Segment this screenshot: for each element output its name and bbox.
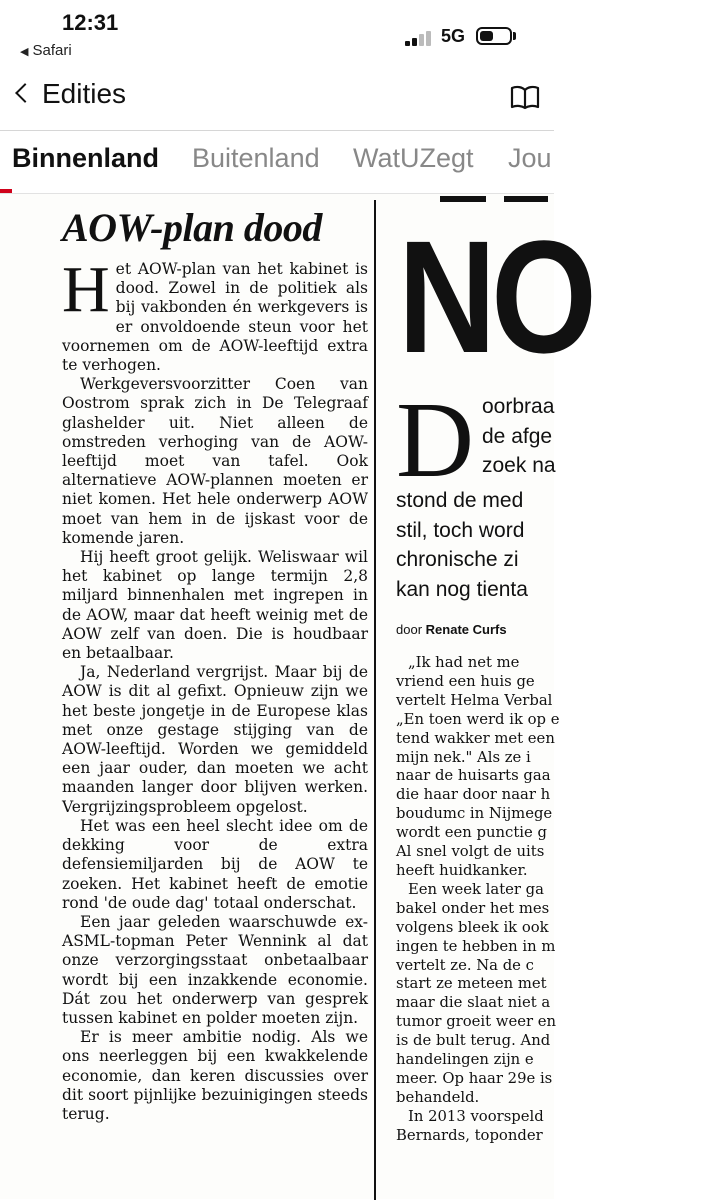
adjacent-article xyxy=(386,194,592,1199)
network-type: 5G xyxy=(441,26,466,46)
newspaper-page[interactable] xyxy=(0,194,592,1199)
adjacent-headline: NO xyxy=(398,207,592,386)
article-paragraph: Een jaar geleden waarschuwde ex-ASML-topman Peter Wennink al dat onze verzorgingsstaat onbetaalbaar wordt bij een inzakkende economie. Dát zou het onderwerp van gesprek tussen kabinet en polder moeten zijn. xyxy=(62,912,368,1027)
adjacent-intro: D oorbraa de afge zoek na stond de med stil, toch word chronische zi kan nog tienta xyxy=(396,381,556,601)
article-headline: AOW-plan dood xyxy=(62,205,322,250)
status-time: 12:31 xyxy=(62,10,119,35)
tab-binnenland[interactable]: Binnenland xyxy=(12,143,159,173)
nav-bar xyxy=(0,64,554,131)
back-button-label: Edities xyxy=(42,78,127,109)
back-triangle-icon: ◀ xyxy=(20,46,29,58)
article-body xyxy=(62,253,368,1124)
article-paragraph: Het AOW-plan van het kabinet is dood. Zowel in de politiek als bij vakbonden én werkgevers is er onvoldoende steun voor het voornemen om de AOW-leeftijd extra te verhogen. xyxy=(62,253,368,375)
article-paragraph: Werkgeversvoorzitter Coen van Oostrom sprak zich in De Telegraaf glashelder uit. Niet alleen de omstreden verhoging van de AOW-leeftijd moet van tafel. Ook alternatieve AOW-plannen moeten er niet komen. Het hele onderwerp AOW moet van hem in de ijskast voor de komende jaren. xyxy=(62,375,368,547)
tab-jou[interactable]: Jou xyxy=(508,143,552,173)
back-button[interactable] xyxy=(18,78,126,110)
back-app-label: Safari xyxy=(32,42,72,59)
chevron-left-icon xyxy=(15,83,35,103)
column-divider xyxy=(374,200,376,1200)
article-paragraph: Er is meer ambitie nodig. Als we ons neerleggen bij een kwakkelende economie, dan keren discussies over dit soort pijnlijke bezuinigingen steeds terug. xyxy=(62,1028,368,1123)
adjacent-byline: door Renate Curfs xyxy=(396,622,507,637)
tab-buitenland[interactable]: Buitenland xyxy=(192,143,320,173)
status-bar xyxy=(0,0,554,64)
article-dropcap: H xyxy=(62,253,110,326)
adjacent-dropcap: D xyxy=(396,381,474,500)
tab-watuzegt[interactable]: WatUZegt xyxy=(353,143,474,173)
adjacent-body: „Ik had net me vriend een huis ge vertelt Helma Verbal „En toen werd ik op e tend wakker met een mijn nek." Als ze i naar de huisarts gaa die haar door naar h boudumc in Nijmege wordt een punctie g Al snel volgt de uits heeft huidkanker. Een week later ga bakel onder het mes volgens bleek ik ook ingen te hebben in m vertelt ze. Na de c start ze meteen met maar die slaat niet a tumor groeit weer en is de bult terug. And handelingen zijn e meer. Op haar 29e is behandeld. In 2013 voorspeld Bernards, toponder xyxy=(396,654,560,1144)
headline-top-bars xyxy=(440,196,610,202)
section-tabs xyxy=(0,131,554,193)
book-icon[interactable] xyxy=(510,84,540,110)
back-to-app-link[interactable] xyxy=(20,42,72,59)
battery-icon xyxy=(476,27,512,45)
article-paragraph: Ja, Nederland vergrijst. Maar bij de AOW is dit al gefixt. Opnieuw zijn we het beste jongetje in de Europese klas met onze gestage stijging van de AOW-leeftijd. Worden we gemiddeld een jaar ouder, dan moeten we acht maanden langer door blijven werken. Vergrijzingsprobleem opgelost. xyxy=(62,663,368,816)
byline-author: Renate Curfs xyxy=(425,622,507,637)
article-paragraph: Het was een heel slecht idee om de dekking voor de extra defensiemiljarden bij de AOW te zoeken. Het kabinet heeft de emotie rond 'de oude dag' totaal onderschat. xyxy=(62,816,368,912)
battery-tip xyxy=(513,32,516,40)
signal-icon xyxy=(405,30,435,46)
article-paragraph: Hij heeft groot gelijk. Weliswaar wil het kabinet op lange termijn 2,8 miljard binnenhalen met ingrepen in de AOW, maar dat heeft weinig met de AOW zelf van doen. Die is houdbaar en betaalbaar. xyxy=(62,548,368,663)
